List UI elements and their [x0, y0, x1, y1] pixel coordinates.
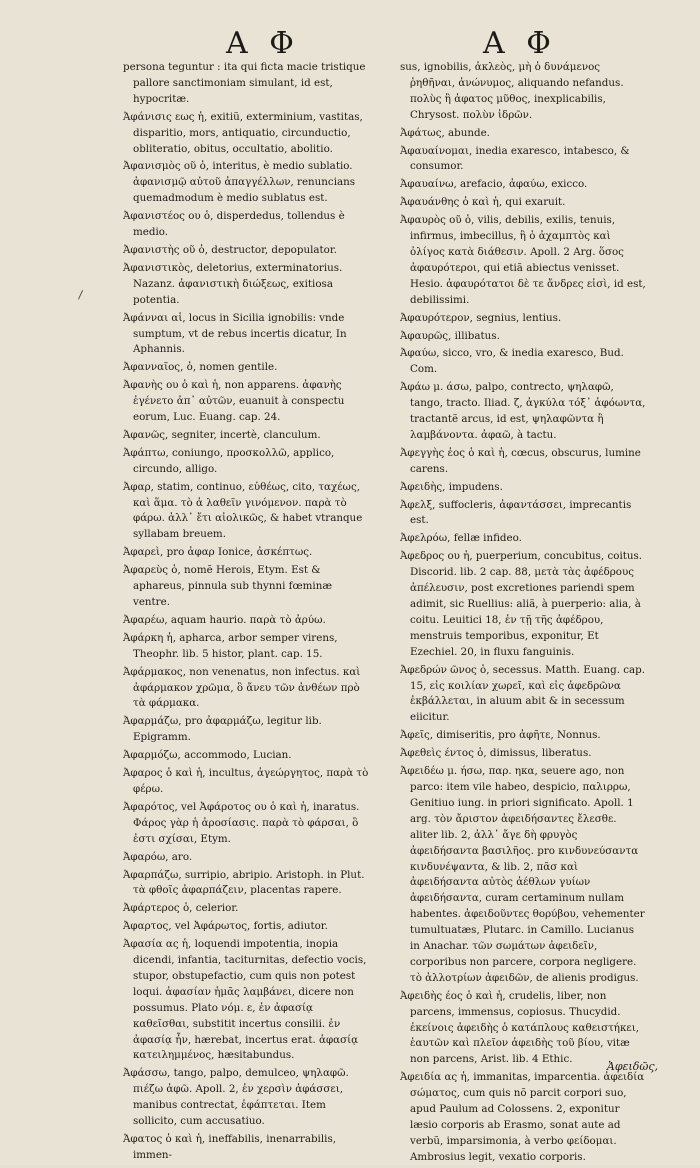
dictionary-entry: Ἀφαυαίνομαι, inedia exaresco, intabesco, & consumor.: [400, 144, 630, 173]
dictionary-entry: Ἀφάσσω, tango, palpo, demulceo, ψηλαφῶ. πιέζω ἀφῶ. Apoll. 2, ἐν χερσὶν ἀφάσσει, manibus contrectat, ἐφάπτεται. Item sollicito, cum accusatiuo.: [123, 1067, 349, 1128]
running-head-right: Α Φ: [483, 26, 557, 61]
dictionary-entry: Ἀφαρμόζω, accommodo, Lucian.: [123, 749, 292, 762]
dictionary-entry: Ἀφειδία ας ἡ, immanitas, imparcentia. ἀφειδία σώματος, cum quis nõ parcit corpori suo, apud Paulum ad Colossens. 2, exponitur læsio corporis ab Erasmo, sonat aute ad verbũ, imparsimonia, à verbo φείδομαι. Ambrosius legit, vexatio corporis.: [400, 1071, 645, 1163]
dictionary-entry: Ἀφαυρῶς, illibatus.: [400, 329, 500, 342]
dictionary-entry: Ἀφαυρὸς οῦ ὁ, vilis, debilis, exilis, tenuis, infirmus, imbecillus, ἢ ὁ ἀχαμπτὸς καὶ ὀλίγος κατὰ διάθεσιν. Apoll. 2 Arg. ὅσος ἀφαυρότεροι, qui etiã abiectus venisset. Hesio. ἀφαυρότατοι δὲ τε ἄνδρες εἰσὶ, id est, debilissimi.: [400, 214, 646, 306]
dictionary-entry: Ἀφάρκη ἡ, apharca, arbor semper virens, Theophr. lib. 5 histor, plant. cap. 15.: [123, 631, 338, 660]
dictionary-entry: Ἀφειδὴς, impudens.: [400, 480, 503, 493]
dictionary-entry: Ἀφελρόω, fellæ infideo.: [400, 532, 522, 545]
dictionary-entry: Ἀφαρπάζω, surripio, abripio. Aristoph. in Plut. τὰ φθοῖς ἀφαρπάζειν, placentas rapere.: [123, 868, 365, 897]
dictionary-entry: Ἀφατος ὁ καὶ ἡ, ineffabilis, inenarrabilis, immen-: [123, 1133, 336, 1161]
dictionary-entry: Ἀφάρμακος, non venenatus, non infectus. καὶ ἀφάρμακον χρῶμα, ὃ ἄνευ τῶν ἀνθέων πρὸ τὰ φάρμακα.: [123, 665, 361, 710]
dictionary-entry: Ἀφάω μ. άσω, palpo, contrecto, ψηλαφῶ, tango, tracto. Iliad. ζ, ἀγκύλα τόξ᾽ ἀφόωντα, tractantẽ arcus, id est, ψηλαφῶντα ἢ λαμβάνοντα. ἀφαῶ, à tactu.: [400, 381, 646, 441]
running-head-left: Α Φ: [226, 26, 300, 61]
dictionary-entry: Ἀφαρέω, aquam haurio. παρὰ τὸ ἀρύω.: [123, 613, 326, 626]
dictionary-entry: persona teguntur : ita qui ficta macie tristique pallore sanctimoniam simulant, id est, hypocritæ.: [123, 61, 366, 105]
dictionary-entry: Ἀφεδρος ου ἡ, puerperium, concubitus, coitus. Discorid. lib. 2 cap. 88, μετὰ τὰς ἀφέδρους ἀπέλευσιν, post excretiones pariendi spem adimit, sic Ruellius: aliã, à puerperio: alia, à coitu. Leuitici 18, ἐν τῇ τῆς ἀφέδρου, menstruis temporibus, exponitur, Et Ezechiel. 20, in fluxu fanguinis.: [400, 550, 643, 658]
dictionary-entry: Ἀφελξ, suffocleris, ἀφαντάσσει, imprecantis est.: [400, 498, 632, 527]
dictionary-entry: Ἀφαύω, sicco, vro, & inedia exaresco, Bud. Com.: [400, 347, 624, 376]
dictionary-entry: Ἀφανιστὴς οῦ ὁ, destructor, depopulator.: [123, 243, 337, 256]
dictionary-entry: Ἀφαρόω, aro.: [123, 850, 193, 863]
dictionary-entry: Ἀφαρμάζω, pro ἀφαρμάζω, legitur lib. Epigramm.: [123, 715, 322, 744]
dictionary-entry: Ἀφάπτω, coniungo, προσκολλῶ, applico, circundo, alligo.: [123, 446, 335, 475]
dictionary-entry: Ἀφανῶς, segniter, incertè, clanculum.: [123, 428, 321, 441]
dictionary-entry: Ἀφαρος ὁ καὶ ἡ, incultus, ἀγεώργητος, παρὰ τὸ φέρω.: [123, 767, 369, 795]
dictionary-entry: Ἀφανισμὸς οῦ ὁ, interitus, è medio sublatio. ἀφανισμῷ αὐτοῦ ἀπαγγέλλων, renuncians quemadmodum è medio sublatus est.: [123, 160, 356, 205]
dictionary-entry: Ἀφαρτος, vel Ἀφάρωτος, fortis, adiutor.: [123, 920, 328, 933]
dictionary-entry: Ἀφασία ας ἡ, loquendi impotentia, inopia dicendi, infantia, taciturnitas, defectio vocis, stupor, obstupefactio, cum quis non potest loqui. ἀφασίαν ἡμᾶς λαμβάνει, dicere non possumus. Plato νόμ. ε, ἐν ἀφασίᾳ καθεῖσθαι, substitit incertus consilii. ἐν ἀφασίᾳ ἦν, hærebat, incertus erat. ἀφασίᾳ κατειλημμένος, hæsitabundus.: [123, 938, 367, 1062]
dictionary-entry: Ἀφεῖς, dimiseritis, pro ἀφῆτε, Nonnus.: [400, 729, 601, 742]
dictionary-entry: Ἀφαυάνθης ὁ καὶ ἡ, qui exaruit.: [400, 196, 566, 209]
dictionary-entry: Ἀφειδέω μ. ήσω, παρ. ηκα, seuere ago, non parco: item vile habeo, despicio, παλιρρω, Genitiuo iung. in priori significato. Apoll. 1 arg. τὸν ἄριστον ἀφειδήσαντες ἔλεσθε. aliter lib. 2, ἀλλ᾽ ἄγε δὴ φρυγὸς ἀφειδήσαντα βασιλῆος. pro κινδυνεύσαντα κινδυνέψαντα, & lib. 2, πᾶσ καὶ ἀφειδήσαντα αὐτὸς ἀέθλων γυίων ἀφειδήσαντα, curam certaminum nullam habentes. ἀφειδοῦντες θορύβου, vehementer tumultuatæs, Plutarc. in Camillo. Lucianus in Anachar. τῶν σωμάτων ἀφειδεῖν, corporibus non parcere, corpora negligere. τὸ ἀλλοτρίων ἀφειδῶν, de alienis prodigus.: [400, 765, 645, 984]
dictionary-entry: Ἀφαρότος, vel Ἀφάροτος ου ὁ καὶ ἡ, inaratus. Φάρος γὰρ ἡ ἀροσίασις. παρὰ τὸ φάρσαι, ὃ ἐστι σχίσαι, Etym.: [123, 800, 360, 845]
dictionary-entry: Ἀφαρεὶ, pro ἀφαρ Ionice, ἀσκέπτως.: [123, 546, 313, 559]
right-column: [400, 60, 646, 1168]
catchword: Ἀφειδῶς,: [606, 1060, 658, 1073]
margin-mark: [78, 290, 84, 300]
dictionary-entry: Ἀφαρεὺς ὁ, nomẽ Herois, Etym. Est & aphareus, pinnula sub thynni fœminæ ventre.: [123, 564, 333, 608]
left-column: [123, 60, 369, 1166]
dictionary-entry: Ἀφαυαίνω, arefacio, ἀφαύω, exicco.: [400, 178, 588, 191]
dictionary-entry: Ἀφαυρότερον, segnius, lentius.: [400, 311, 562, 324]
dictionary-entry: Ἀφάρτερος ὁ, celerior.: [123, 902, 239, 915]
dictionary-entry: Ἀφεδρών ῶνος ὁ, secessus. Matth. Euang. cap. 15, εἰς κοιλίαν χωρεῖ, καὶ εἰς ἀφεδρῶνα ἐκβάλλεται, in aluum abit & in secessum eiicitur.: [400, 663, 646, 724]
dictionary-entry: Ἀφάτως, abunde.: [400, 126, 490, 139]
dictionary-entry: Ἀφάνισις εως ἡ, exitiũ, exterminium, vastitas, disparitio, mors, antiquatio, circunductio, obliteratio, obitus, occultatio, abolitio.: [123, 110, 363, 155]
dictionary-entry: Ἀφεγγὴς ἐος ὁ καὶ ἡ, cœcus, obscurus, lumine carens.: [400, 446, 641, 475]
dictionary-entry: Ἀφανιστέος ου ὁ, disperdedus, tollendus è medio.: [123, 210, 345, 239]
dictionary-entry: Ἀφανιστικὸς, deletorius, exterminatorius. Nazanz. ἀφανιστικὴ διώξεως, exitiosa potentia.: [123, 261, 343, 306]
dictionary-entry: Ἀφανὴς ου ὁ καὶ ἡ, non apparens. ἀφανὴς ἐγένετο ἀπ᾽ αὐτῶν, euanuit à conspectu eorum, Luc. Euang. cap. 24.: [123, 379, 345, 424]
dictionary-entry: Ἀφειδὴς έος ὁ καὶ ἡ, crudelis, liber, non parcens, immensus, copiosus. Thucydid. ἐκείνοις ἀφειδὴς ὁ κατάπλους καθειστήκει, ἑαυτῶν καὶ πλεῖον ἀφειδὴς τοῦ βίου, vitæ non parcens, Arist. lib. 4 Ethic.: [400, 989, 640, 1066]
dictionary-entry: Ἀφαρ, statim, continuo, εὐθέως, cito, ταχέως, καὶ ἅμα. τὸ ἀ λαθεῖν γινόμενον. παρὰ τὸ φάρω. ἀλλ᾽ ἔτι αἰολικῶς, & habet vtranque syllabam breuem.: [123, 480, 363, 541]
dictionary-entry: Ἀφανναῖος, ὁ, nomen gentile.: [123, 361, 278, 374]
dictionary-entry: sus, ignobilis, ἀκλεὸς, μὴ ὁ δυνάμενος ῥηθῆναι, ἀνώνυμος, aliquando nefandus. πολὺς ἢ ἀφατος μῦθος, inexplicabilis, Chrysost. πολὺν ἰδρῶν.: [400, 61, 624, 121]
dictionary-entry: Ἀφεθεὶς έντος ὁ, dimissus, liberatus.: [400, 747, 592, 760]
dictionary-entry: Ἀφάνναι αἱ, locus in Sicilia ignobilis: vnde sumptum, vt de rebus incertis dicatur, In Aphannis.: [123, 311, 347, 356]
